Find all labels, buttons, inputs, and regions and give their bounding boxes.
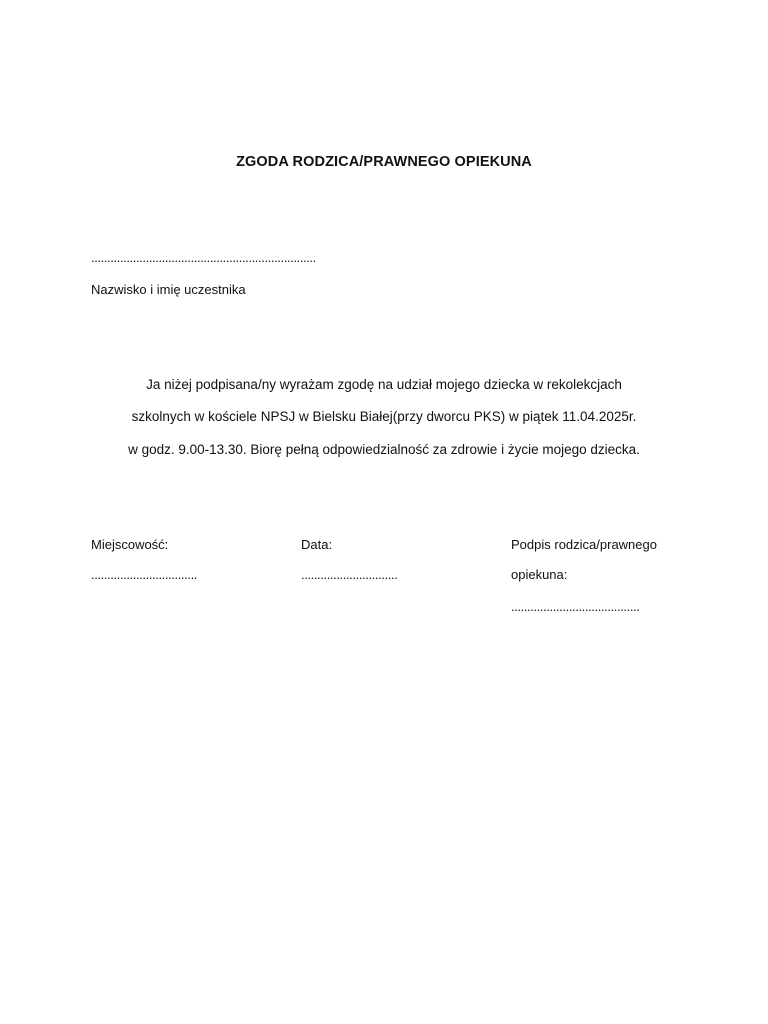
consent-statement-line-2: szkolnych w kościele NPSJ w Bielsku Białej(przy dworcu PKS) w piątek 11.04.2025r. — [131, 409, 637, 424]
place-label: Miejscowość: — [91, 537, 169, 552]
participant-name-line: ...................................................................... — [91, 250, 316, 265]
consent-statement-line-3: w godz. 9.00-13.30. Biorę pełną odpowiedzialność za zdrowie i życie mojego dziecka. — [128, 442, 640, 457]
consent-statement-line-1: Ja niżej podpisana/ny wyrażam zgodę na udział mojego dziecka w rekolekcjach — [146, 377, 622, 392]
place-line: ................................. — [91, 567, 197, 582]
signature-line: ........................................ — [511, 599, 640, 614]
signature-label: Podpis rodzica/prawnego — [511, 537, 657, 552]
participant-name-label: Nazwisko i imię uczestnika — [91, 282, 246, 297]
date-label: Data: — [301, 537, 333, 552]
date-line: .............................. — [301, 567, 398, 582]
signature-label-continued: opiekuna: — [511, 567, 568, 582]
document-title: ZGODA RODZICA/PRAWNEGO OPIEKUNA — [236, 154, 532, 170]
